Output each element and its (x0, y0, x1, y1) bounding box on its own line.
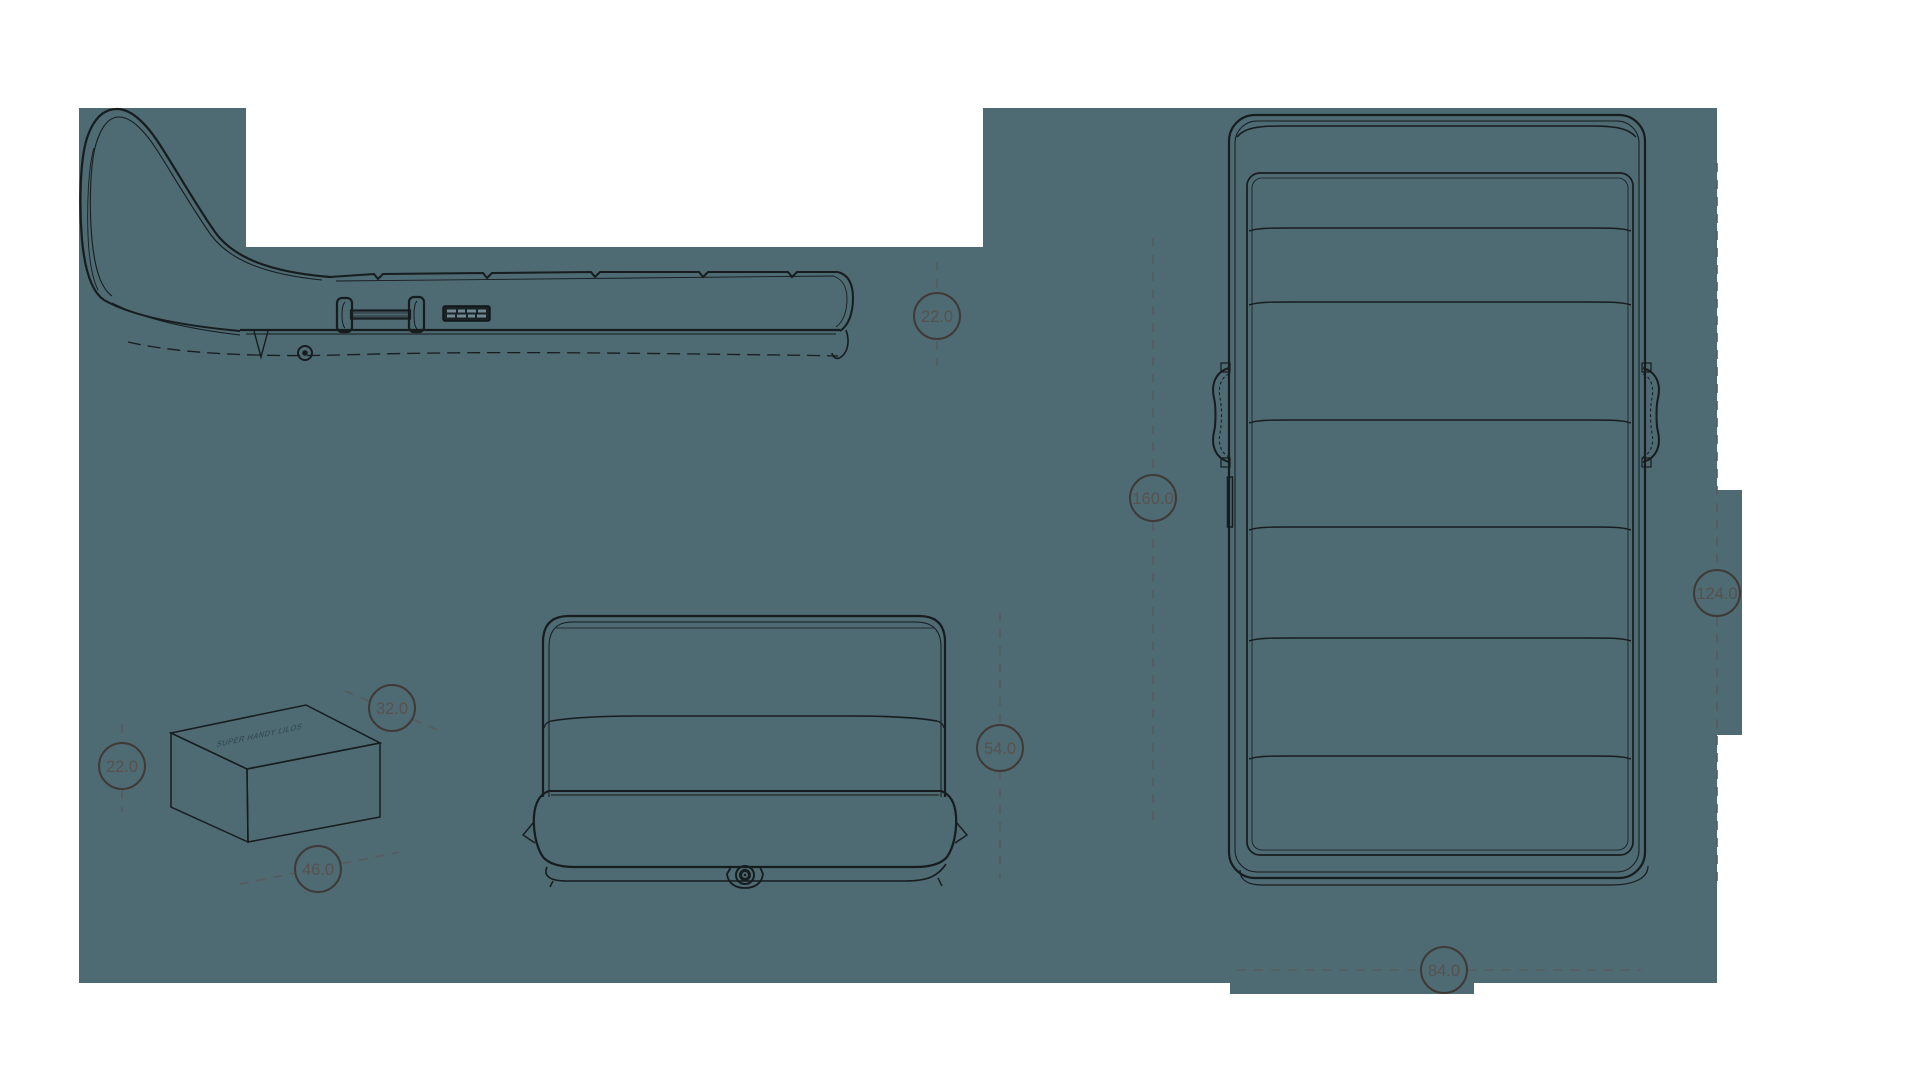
svg-text:160.0: 160.0 (1132, 490, 1174, 508)
svg-text:46.0: 46.0 (301, 861, 335, 879)
svg-text:22.0: 22.0 (920, 308, 954, 326)
svg-text:124.0: 124.0 (1696, 585, 1738, 603)
svg-text:22.0: 22.0 (105, 758, 139, 776)
svg-text:32.0: 32.0 (375, 700, 409, 718)
svg-text:84.0: 84.0 (1427, 962, 1461, 980)
svg-text:54.0: 54.0 (983, 740, 1017, 758)
panel-notch-white (246, 108, 983, 247)
label-patch (443, 306, 490, 321)
box-top-text: SUPER HANDY LILOS (215, 721, 304, 750)
